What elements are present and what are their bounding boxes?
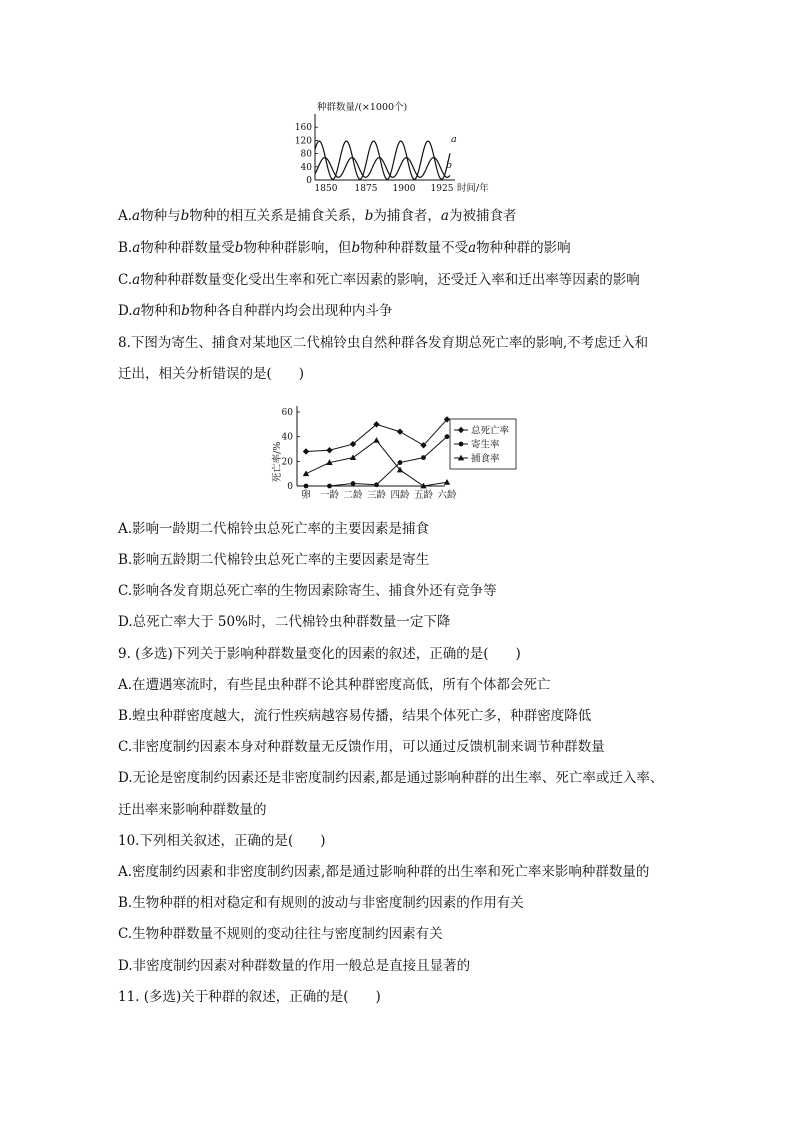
data-point-0-0	[303, 448, 309, 454]
data-point-1-6	[445, 434, 450, 439]
chart1-ytick: 120	[294, 136, 312, 147]
q10-option-c: C.生物种群数量不规则的变动往往与密度制约因素有关	[118, 926, 443, 942]
chart2-xtick: 四龄	[390, 490, 410, 501]
series-line-1	[306, 437, 447, 486]
q8-stem-line1: 8.下图为寄生、捕食对某地区二代棉铃虫自然种群各发育期总死亡率的影响,不考虑迁入和	[118, 335, 649, 351]
mortality-line-chart	[262, 400, 522, 506]
chart2-series	[303, 416, 450, 488]
q9-option-d-line2: 迁出率来影响种群数量的	[118, 802, 267, 818]
chart2-xtick: 卵	[301, 490, 311, 501]
chart1-ytick: 40	[300, 162, 312, 173]
chart2-xtick: 二龄	[343, 490, 363, 501]
data-point-1-2	[351, 481, 356, 486]
q9-option-b: B.蝗虫种群密度越大，流行性疾病越容易传播，结果个体死亡多，种群密度降低	[118, 708, 592, 724]
q7-option-b: B.a物种种群数量受b物种种群影响，但b物种种群数量不受a物种种群的影响	[118, 240, 571, 256]
q9-stem: 9. (多选)下列关于影响种群数量变化的因素的叙述，正确的是( )	[118, 646, 521, 662]
legend-label-0: 总死亡率	[471, 425, 510, 437]
legend-label-1: 寄生率	[471, 439, 500, 451]
chart1-ylabel: 种群数量/(×1000个)	[317, 102, 408, 113]
data-point-1-0	[304, 484, 309, 489]
q8-stem-line2: 迁出，相关分析错误的是( )	[118, 366, 305, 382]
data-point-2-0	[303, 470, 309, 476]
q9-option-c: C.非密度制约因素本身对种群数量无反馈作用，可以通过反馈机制来调节种群数量	[118, 739, 605, 755]
q8-option-a: A.影响一龄期二代棉铃虫总死亡率的主要因素是捕食	[118, 521, 430, 537]
series-line-2	[306, 440, 447, 486]
data-point-0-4	[397, 429, 403, 435]
legend-label-2: 捕食率	[471, 453, 500, 465]
series-b-label: b	[446, 160, 453, 171]
data-point-2-2	[350, 454, 356, 460]
q10-option-d: D.非密度制约因素对种群数量的作用一般总是直接且显著的	[118, 958, 471, 974]
chart1-xtick: 1925	[430, 184, 454, 194]
chart1-ytick: 0	[306, 176, 312, 186]
chart2-xtick: 六龄	[437, 490, 457, 501]
chart2-ylabel: 死亡率/%	[272, 441, 283, 483]
chart1-xtick: 1850	[314, 184, 338, 194]
data-point-1-5	[421, 455, 426, 460]
chart2-xtick: 三龄	[366, 490, 387, 501]
q11-stem: 11. (多选)关于种群的叙述，正确的是( )	[118, 989, 381, 1005]
q10-option-a: A.密度制约因素和非密度制约因素,都是通过影响种群的出生率和死亡率来影响种群数量的	[118, 864, 650, 880]
chart2-ytick: 60	[281, 408, 293, 418]
chart1-xticks	[315, 184, 454, 194]
q7-option-d: D.a物种和b物种各自种群内均会出现种内斗争	[118, 303, 393, 319]
q8-option-b: B.影响五龄期二代棉铃虫总死亡率的主要因素是寄生	[118, 552, 430, 568]
q10-option-b: B.生物种群的相对稳定和有规则的波动与非密度制约因素的作用有关	[118, 895, 524, 911]
population-oscillation-chart	[290, 98, 510, 198]
chart2-ytick: 20	[281, 457, 293, 468]
q7-option-c: C.a物种种群数量变化受出生率和死亡率因素的影响，还受迁入率和迁出率等因素的影响	[118, 272, 640, 288]
chart1-xlabel: 时间/年	[457, 183, 489, 194]
chart2-xtick: 五龄	[413, 490, 434, 501]
chart1-ytick: 160	[294, 123, 312, 134]
chart1-xtick: 1900	[392, 184, 416, 194]
q9-option-a: A.在遭遇寒流时，有些昆虫种群不论其种群密度高低，所有个体都会死亡	[118, 677, 551, 693]
data-point-1-4	[398, 460, 403, 465]
chart2-xtick: 一龄	[319, 490, 340, 501]
data-point-0-1	[326, 447, 332, 453]
chart2-ytick: 40	[281, 432, 293, 443]
q9-option-d-line1: D.无论是密度制约因素还是非密度制约因素,都是通过影响种群的出生率、死亡率或迁入率、	[118, 770, 664, 786]
legend-marker-1	[459, 442, 464, 447]
chart1-xtick: 1875	[354, 184, 378, 194]
q7-option-a: A.a物种与b物种的相互关系是捕食关系，b为捕食者，a为被捕食者	[118, 208, 517, 224]
data-point-1-3	[374, 482, 379, 487]
series-a-label: a	[451, 134, 457, 145]
q8-option-c: C.影响各发育期总死亡率的生物因素除寄生、捕食外还有竞争等	[118, 583, 497, 599]
q8-option-d: D.总死亡率大于 50%时，二代棉铃虫种群数量一定下降	[118, 614, 451, 630]
data-point-2-3	[373, 437, 379, 443]
data-point-1-1	[327, 484, 332, 489]
q10-stem: 10.下列相关叙述，正确的是( )	[118, 833, 326, 849]
chart2-xlabels	[301, 489, 457, 501]
chart2-ytick: 0	[287, 482, 293, 492]
chart1-ytick: 80	[300, 149, 312, 160]
data-point-2-6	[444, 479, 450, 485]
